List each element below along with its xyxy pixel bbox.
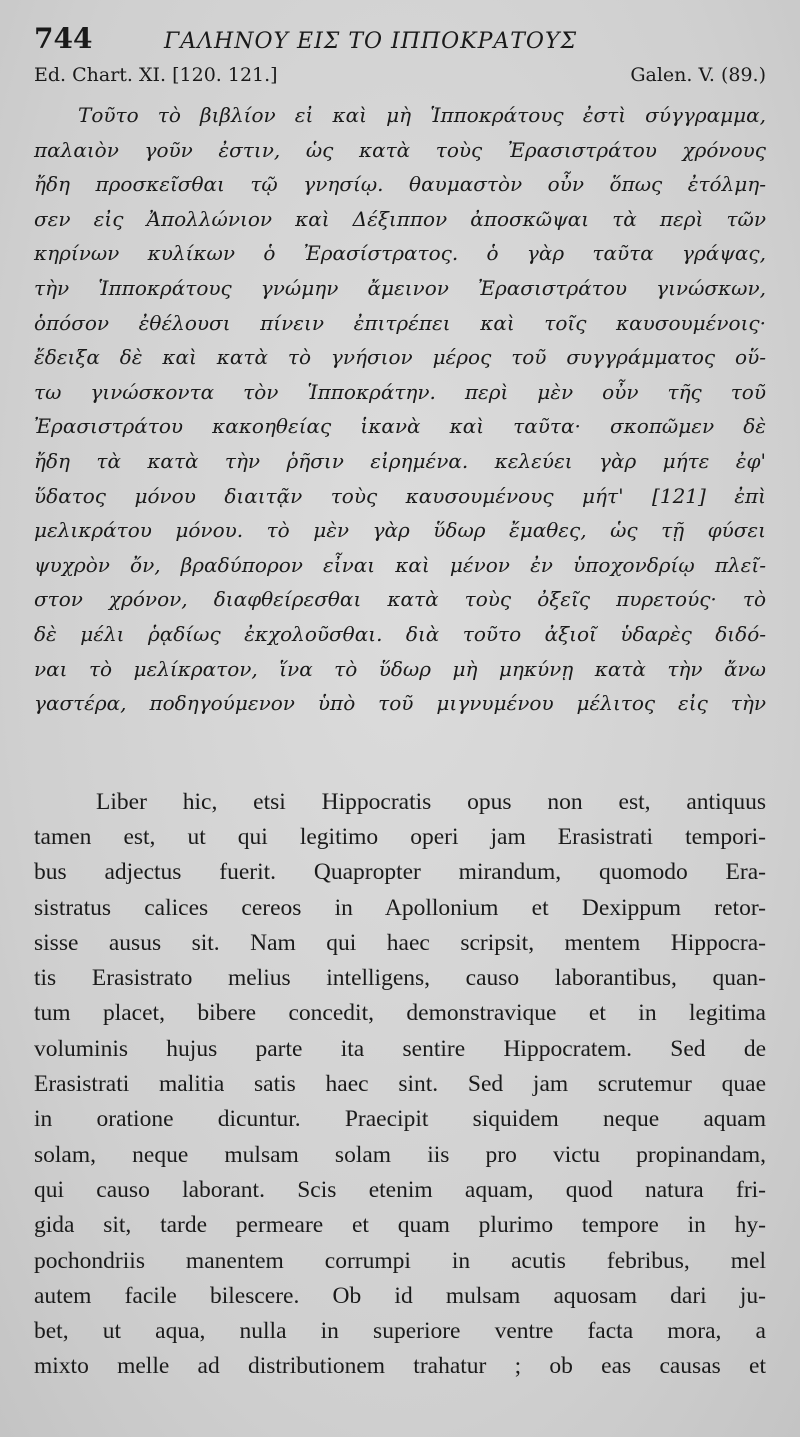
latin-line: sisse ausus sit. Nam qui haec scripsit, mentem Hippocra- [34, 929, 766, 956]
greek-line: σεν εἰς Ἀπολλώνιον καὶ Δέξιππον ἀποσκῶψαι τὰ περὶ τῶν [34, 206, 766, 231]
greek-line: τὴν Ἱπποκράτους γνώμην ἄμεινον Ἐρασιστράτου γινώσκων, [34, 275, 766, 300]
greek-line: γαστέρα, ποδηγούμενον ὑπὸ τοῦ μιγνυμένου μέλιτος εἰς τὴν [34, 691, 766, 716]
greek-line: ἔδειξα δὲ καὶ κατὰ τὸ γνήσιον μέρος τοῦ συγγράμματος οὕ- [34, 345, 766, 370]
greek-line: ναι τὸ μελίκρατον, ἵνα τὸ ὕδωρ μὴ μηκύνῃ κατὰ τὴν ἄνω [34, 656, 766, 681]
page-number: 744 [34, 22, 93, 55]
greek-line: δὲ μέλι ῥᾳδίως ἐκχολοῦσθαι. διὰ τοῦτο ἀξιοῖ ὑδαρὲς διδό- [34, 621, 766, 646]
latin-line: tum placet, bibere concedit, demonstravique et in legitima [34, 1000, 766, 1027]
greek-line: κηρίνων κυλίκων ὁ Ἐρασίστρατος. ὁ γὰρ ταῦτα γράψας, [34, 241, 766, 266]
latin-line: gida sit, tarde permeare et quam plurimo tempore in hy- [34, 1212, 766, 1239]
greek-line: ἤδη τὰ κατὰ τὴν ῥῆσιν εἰρημένα. κελεύει γὰρ μήτε ἐφ' [34, 448, 766, 473]
latin-line: Erasistrati malitia satis haec sint. Sed jam scrutemur quae [34, 1071, 766, 1098]
greek-line: παλαιὸν γοῦν ἐστιν, ὡς κατὰ τοὺς Ἐρασιστράτου χρόνους [34, 137, 766, 162]
edition-reference-row [34, 64, 766, 94]
latin-line: in oratione dicuntur. Praecipit siquidem neque aquam [34, 1106, 766, 1133]
greek-line: ὕδατος μόνου διαιτᾷν τοὺς καυσουμένους μήτ' [121] ἐπὶ [34, 483, 766, 508]
greek-line: ὁπόσον ἐθέλουσι πίνειν ἐπιτρέπει καὶ τοῖς καυσουμένοις· [34, 310, 766, 335]
greek-line: Τοῦτο τὸ βιβλίον εἰ καὶ μὴ Ἱπποκράτους ἐστὶ σύγγραμμα, [78, 103, 766, 127]
edition-reference-right: Galen. V. (89.) [630, 64, 766, 86]
latin-line: Liber hic, etsi Hippocratis opus non est, antiquus [96, 788, 766, 815]
greek-line: ἤδη προσκεῖσθαι τῷ γνησίῳ. θαυμαστὸν οὖν ὅπως ἐτόλμη- [34, 172, 766, 197]
latin-line: qui causo laborant. Scis etenim aquam, quod natura fri- [34, 1176, 766, 1203]
latin-line: pochondriis manentem corrumpi in acutis febribus, mel [34, 1247, 766, 1274]
latin-text-block [34, 785, 766, 1385]
latin-line: sistratus calices cereos in Apollonium et Dexippum retor- [34, 894, 766, 921]
latin-line: tamen est, ut qui legitimo operi jam Erasistrati tempori- [34, 823, 766, 850]
latin-line: solam, neque mulsam solam iis pro victu propinandam, [34, 1141, 766, 1168]
greek-line: στον χρόνον, διαφθείρεσθαι κατὰ τοὺς ὀξεῖς πυρετούς· τὸ [34, 587, 766, 612]
greek-line: Ἐρασιστράτου κακοηθείας ἱκανὰ καὶ ταῦτα· σκοπῶμεν δὲ [34, 414, 766, 439]
latin-line: autem facile bilescere. Ob id mulsam aquosam dari ju- [34, 1282, 766, 1309]
latin-line: bus adjectus fuerit. Quapropter mirandum, quomodo Era- [34, 859, 766, 886]
greek-line: τω γινώσκοντα τὸν Ἱπποκράτην. περὶ μὲν οὖν τῆς τοῦ [34, 379, 766, 404]
edition-reference-left: Ed. Chart. XI. [120. 121.] [34, 64, 278, 86]
latin-line: tis Erasistrato melius intelligens, causo laborantibus, quan- [34, 965, 766, 992]
greek-line: ψυχρὸν ὄν, βραδύπορον εἶναι καὶ μένον ἐν ὑποχονδρίῳ πλεῖ- [34, 552, 766, 577]
greek-text-block [34, 98, 766, 721]
latin-line: bet, ut aqua, nulla in superiore ventre facta mora, a [34, 1318, 766, 1345]
running-title: ΓΑΛΗΝΟΥ ΕΙΣ ΤΟ ΙΠΠΟΚΡΑΤΟΥΣ [164, 29, 578, 54]
latin-line: mixto melle ad distributionem trahatur ; ob eas causas et [34, 1353, 766, 1380]
page-header [34, 22, 766, 62]
latin-line: voluminis hujus parte ita sentire Hippocratem. Sed de [34, 1035, 766, 1062]
greek-line: μελικράτου μόνου. τὸ μὲν γὰρ ὕδωρ ἔμαθες, ὡς τῇ φύσει [34, 518, 766, 543]
